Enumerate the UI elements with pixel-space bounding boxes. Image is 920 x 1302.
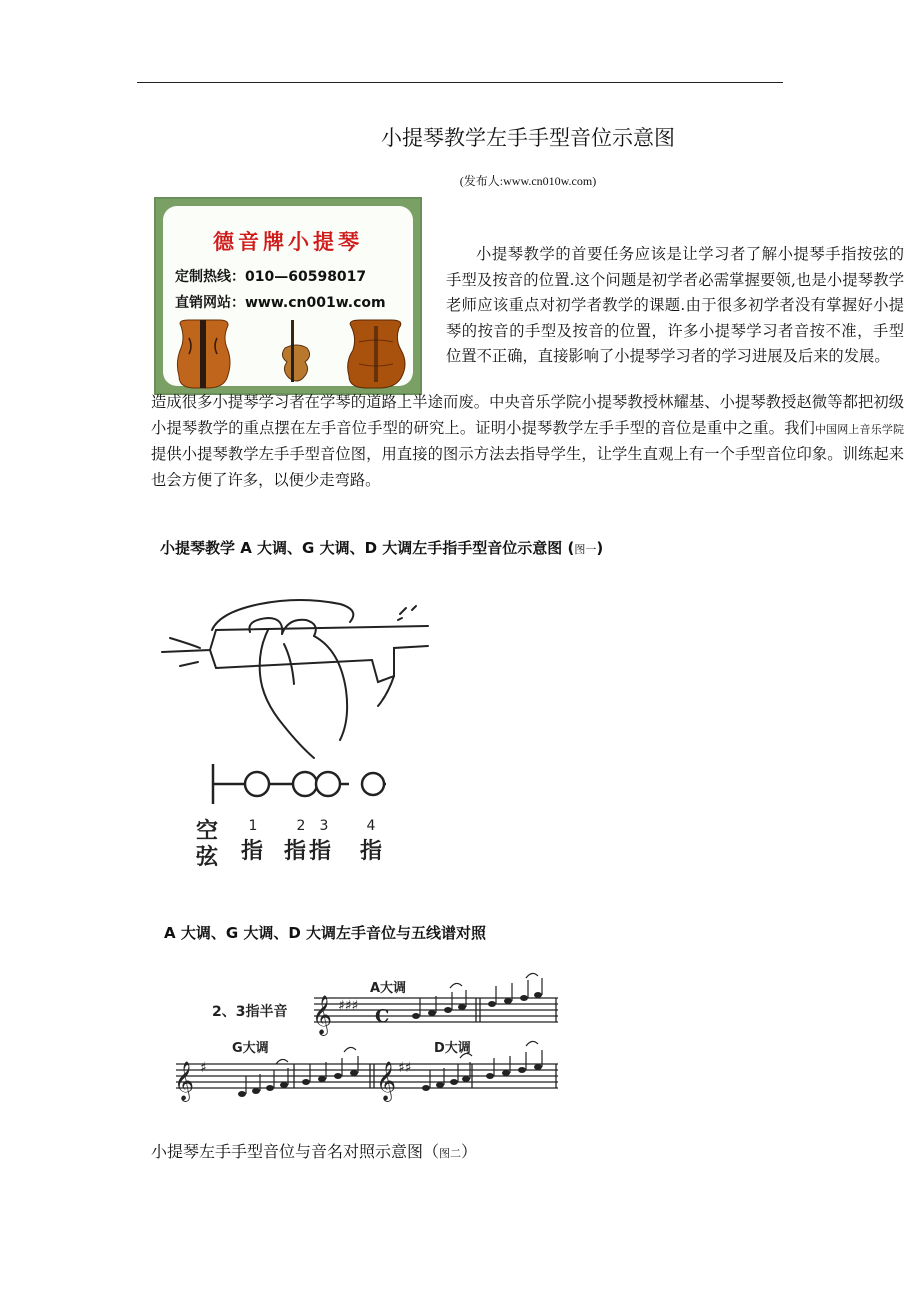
finger-4-number: 4 xyxy=(366,818,376,834)
key-a-label: A大调 xyxy=(370,981,407,996)
figure2-label: 图二 xyxy=(439,1147,462,1160)
treble-clef-icon-a: 𝄞 xyxy=(312,995,333,1035)
finger-2-number: 2 xyxy=(296,818,306,834)
page-title: 小提琴教学左手手型音位示意图 xyxy=(381,126,675,150)
hand-position-figure xyxy=(150,590,440,880)
header-rule xyxy=(137,82,783,83)
open-string-char-1: 空 xyxy=(195,819,219,844)
finger-1-word: 指 xyxy=(240,839,264,864)
intro-paragraph: 小提琴教学的首要任务应该是让学习者了解小提琴手指按弦的手型及按音的位置.这个问题是初学者必需掌握要领,也是小提琴教学老师应该重点对初学者教学的课题.由于很多初学者没有掌握好小提琴的按音的手型及按音的位置，许多小提琴学习者音按不准，手型位置不正确，直接影响了小提琴学习者的学习进展及后来的发展。 xyxy=(446,245,904,366)
finger-3-circle xyxy=(316,772,340,796)
semitone-label: 2、3指半音 xyxy=(212,1004,288,1020)
open-string-char-2: 弦 xyxy=(195,845,219,870)
finger-2-circle xyxy=(293,772,317,796)
body-school-name: 中国网上音乐学院 xyxy=(814,422,904,436)
key-d-label: D大调 xyxy=(434,1041,471,1056)
finger-4-word: 指 xyxy=(359,839,383,864)
finger-position-circles xyxy=(245,772,384,796)
time-sig-c: C xyxy=(375,1006,390,1027)
ad-brand: 德音牌小提琴 xyxy=(213,230,363,254)
publisher-line: (发布人:www.cn010w.com) xyxy=(459,174,597,188)
finger-2-word: 指 xyxy=(283,839,307,864)
violin-full-icon xyxy=(282,320,309,382)
figure2-heading: A 大调、G 大调、D 大调左手音位与五线谱对照 xyxy=(164,924,487,942)
finger-1-number: 1 xyxy=(248,818,258,834)
body-paragraph xyxy=(151,390,904,493)
key-sig-a: ♯♯♯ xyxy=(338,998,359,1014)
ad-banner[interactable] xyxy=(154,197,422,395)
hand-drawing xyxy=(162,600,428,758)
violin-back-icon xyxy=(348,320,405,388)
staff-gd xyxy=(176,1064,558,1088)
figure1-heading xyxy=(160,537,603,558)
finger-1-circle xyxy=(245,772,269,796)
figure1-heading-text: 小提琴教学 A 大调、G 大调、D 大调左手指手型音位示意图 ( xyxy=(160,539,575,557)
key-g-label: G大调 xyxy=(232,1041,269,1056)
figure2-caption-text: 小提琴左手手型音位与音名对照示意图（ xyxy=(151,1142,440,1161)
staff-notation-figure xyxy=(170,966,565,1108)
figure2-caption-close: ） xyxy=(461,1142,478,1161)
violin-photos xyxy=(173,318,413,390)
ad-website: 直销网站：www.cn001w.com xyxy=(175,295,386,311)
finger-4-circle xyxy=(362,773,384,795)
body-text-2: 提供小提琴教学左手手型音位图，用直接的图示方法去指导学生，让学生直观上有一个手型音位印象。训练起来也会方便了许多，以便少走弯路。 xyxy=(151,445,904,489)
violin-body-icon xyxy=(177,320,230,388)
key-sig-g: ♯ xyxy=(200,1060,207,1076)
slur-a xyxy=(450,973,538,988)
key-sig-d: ♯♯ xyxy=(398,1060,412,1076)
figure1-heading-close: ) xyxy=(596,539,604,557)
finger-3-number: 3 xyxy=(319,818,329,834)
figure2-caption xyxy=(151,1139,477,1162)
treble-clef-icon-g: 𝄞 xyxy=(174,1061,195,1101)
finger-3-word: 指 xyxy=(308,839,332,864)
treble-clef-icon-d: 𝄞 xyxy=(376,1061,397,1101)
ad-hotline: 定制热线：010—60598017 xyxy=(175,269,367,285)
ad-inner-panel xyxy=(163,206,413,386)
body-text-1: 造成很多小提琴学习者在学琴的道路上半途而废。中央音乐学院小提琴教授林耀基、小提琴教授赵微等都把初级小提琴教学的重点摆在左手音位手型的研究上。证明小提琴教学左手手型的音位是重中之重。我们 xyxy=(151,393,904,437)
figure1-label: 图一 xyxy=(574,543,597,556)
